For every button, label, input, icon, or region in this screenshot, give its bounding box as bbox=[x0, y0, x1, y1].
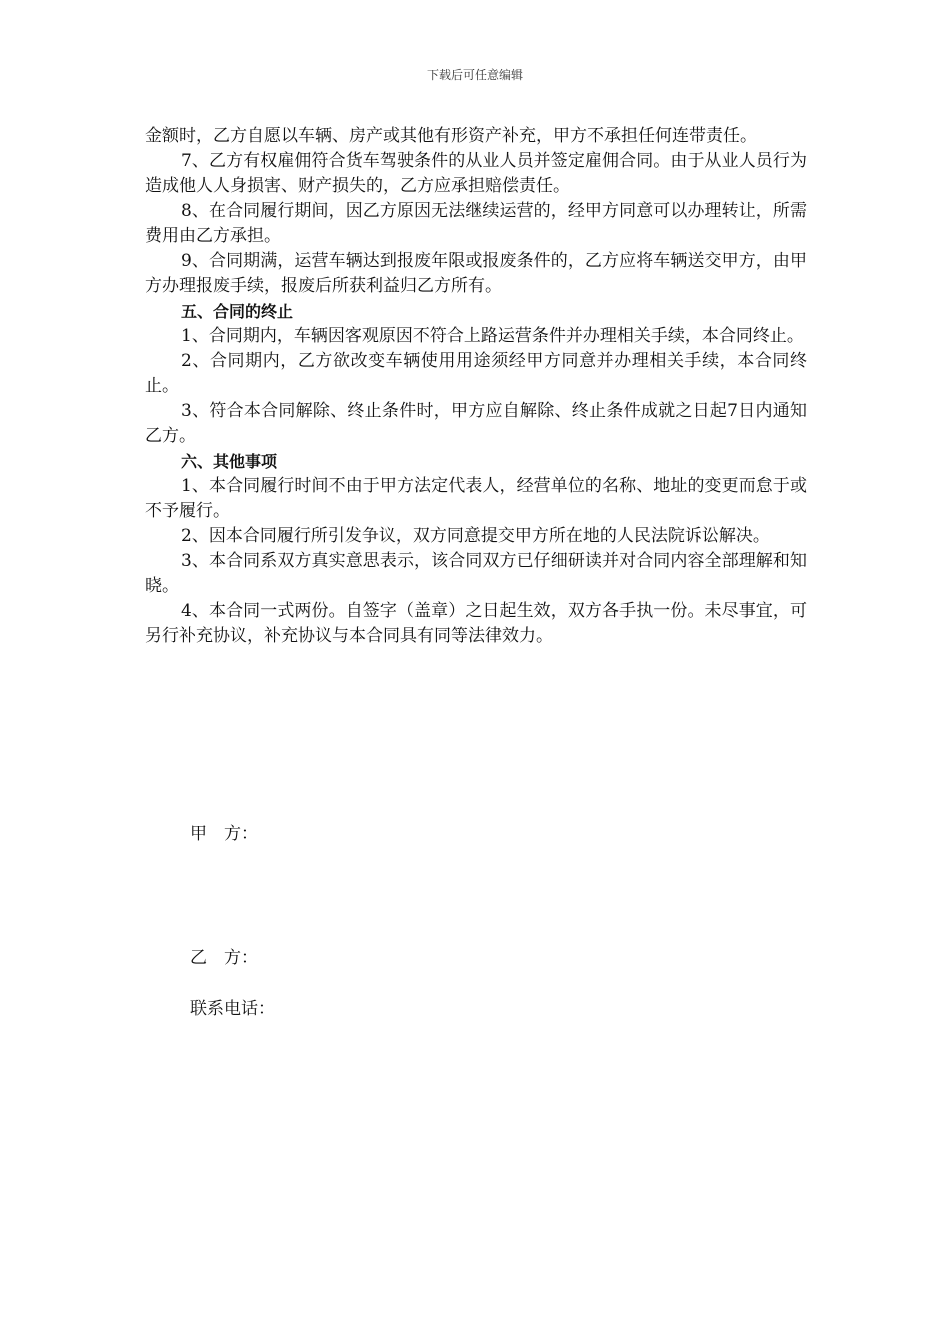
clause: 1、本合同履行时间不由于甲方法定代表人，经营单位的名称、地址的变更而怠于或不予履行。 bbox=[145, 476, 807, 521]
clause: 2、因本合同履行所引发争议，双方同意提交甲方所在地的人民法院诉讼解决。 bbox=[181, 526, 770, 546]
signature-party-a: 甲 方： bbox=[190, 824, 258, 844]
section-heading: 六、其他事项 bbox=[181, 452, 278, 471]
clause: 3、本合同系双方真实意思表示，该合同双方已仔细研读并对合同内容全部理解和知晓。 bbox=[145, 551, 807, 596]
paragraph: 金额时，乙方自愿以车辆、房产或其他有形资产补充，甲方不承担任何连带责任。 bbox=[145, 126, 757, 146]
clause: 4、本合同一式两份。自签字（盖章）之日起生效，双方各手执一份。未尽事宜，可另行补充协议，补充协议与本合同具有同等法律效力。 bbox=[145, 601, 807, 646]
section-heading: 五、合同的终止 bbox=[181, 302, 294, 321]
clause: 8、在合同履行期间，因乙方原因无法继续运营的，经甲方同意可以办理转让，所需费用由乙方承担。 bbox=[145, 201, 807, 246]
clause: 1、合同期内，车辆因客观原因不符合上路运营条件并办理相关手续，本合同终止。 bbox=[181, 326, 804, 346]
clause: 2、合同期内，乙方欲改变车辆使用用途须经甲方同意并办理相关手续，本合同终止。 bbox=[145, 351, 807, 396]
clause: 3、符合本合同解除、终止条件时，甲方应自解除、终止条件成就之日起7日内通知乙方。 bbox=[145, 401, 807, 446]
contact-phone-label: 联系电话： bbox=[190, 999, 275, 1019]
signature-party-b: 乙 方： bbox=[190, 948, 258, 968]
header-note: 下载后可任意编辑 bbox=[426, 68, 523, 82]
clause: 9、合同期满，运营车辆达到报废年限或报废条件的，乙方应将车辆送交甲方，由甲方办理报废手续，报废后所获利益归乙方所有。 bbox=[145, 251, 807, 296]
contract-body bbox=[145, 124, 807, 649]
clause: 7、乙方有权雇佣符合货车驾驶条件的从业人员并签定雇佣合同。由于从业人员行为造成他人人身损害、财产损失的，乙方应承担赔偿责任。 bbox=[145, 151, 807, 196]
